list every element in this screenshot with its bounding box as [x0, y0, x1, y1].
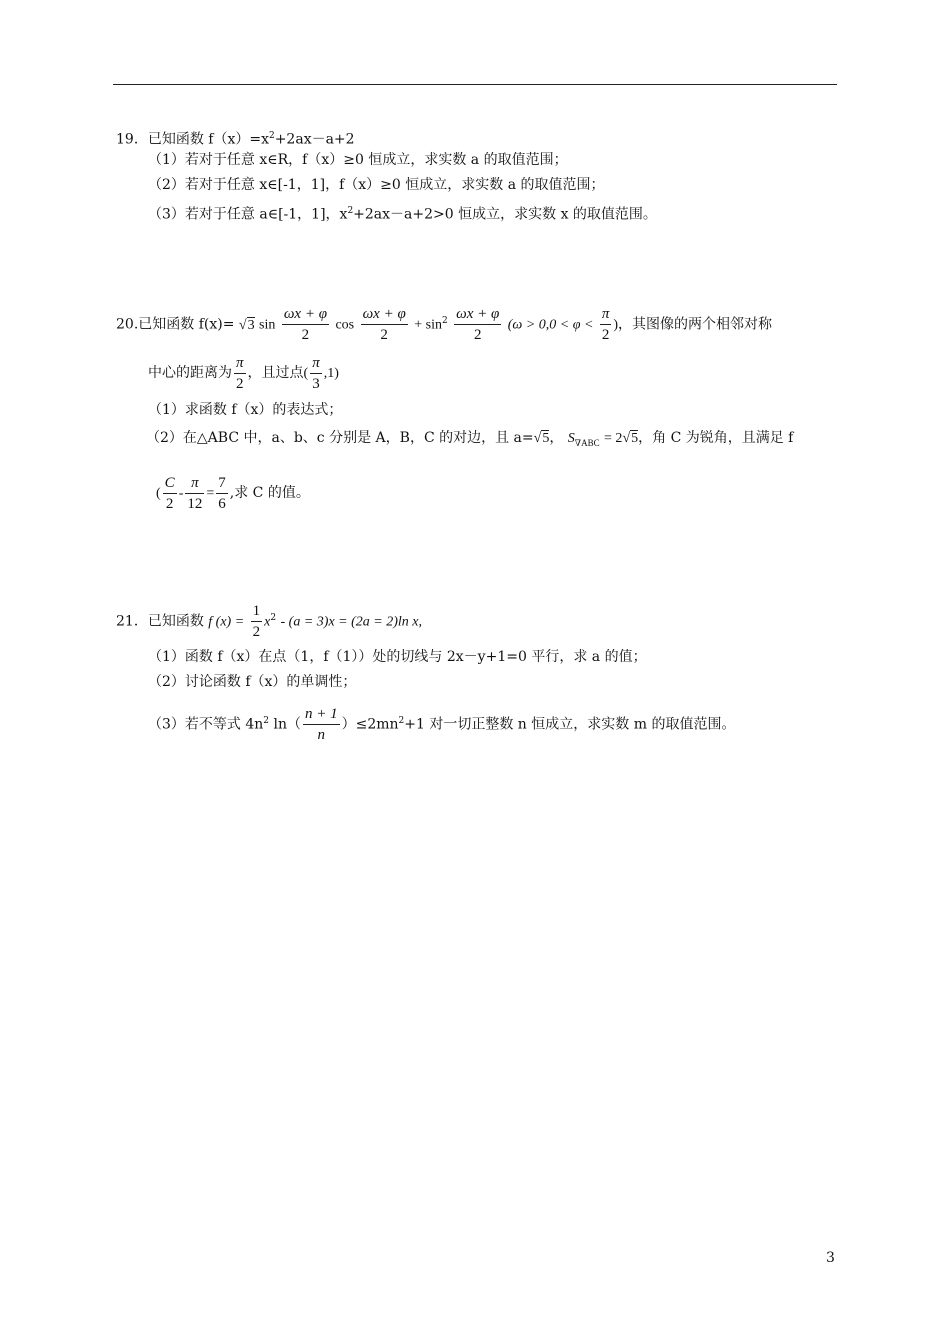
q19-stem — [116, 126, 355, 150]
q21-part3-c: ）≤2mn — [341, 716, 399, 733]
q20-frac-pi12: $\frac{\pi}{12}$ — [187, 474, 203, 512]
q19-stem-prefix: 19．已知函数 f（x）=x — [116, 131, 269, 148]
q20-frac-c2: $\frac{C}{2}$ — [164, 474, 175, 512]
q19-part3-sup: 2 — [347, 206, 354, 216]
q19-part2: （2）若对于任意 x∈[-1，1]，f（x）≥0 恒成立，求实数 a 的取值范围； — [148, 177, 605, 193]
q20-part2-c: ，角 C 为锐角，且满足 f — [638, 430, 794, 446]
q20-area-symbol: S — [567, 431, 575, 446]
q20-stem — [116, 300, 772, 347]
header-rule — [113, 84, 837, 85]
q21-part3 — [148, 700, 735, 746]
q21-frac-n: $\frac{n + 1}{n}$ — [304, 706, 338, 744]
q20-area-eq: = 2 — [604, 431, 623, 446]
q19-stem-suffix: +2ax－a+2 — [274, 131, 355, 148]
q21-fx: f (x) = — [208, 614, 245, 630]
q20-line3 — [156, 472, 310, 515]
q20-point-close: ,1) — [323, 366, 339, 381]
q20-part1: （1）求函数 f（x）的表达式； — [148, 402, 343, 418]
q20-p3-open: ( — [156, 486, 161, 501]
q21-part3-d: +1 对一切正整数 n 恒成立，求实数 m 的取值范围。 — [404, 716, 736, 733]
q20-area-sub: ∇ABC — [574, 437, 600, 448]
q19-part1: （1）若对于任意 x∈R，f（x）≥0 恒成立，求实数 a 的取值范围； — [148, 152, 568, 168]
q20-minus: - — [178, 486, 184, 501]
q20-plus-sin: + sin — [414, 317, 442, 333]
q20-prefix: 20.已知函数 f(x)= — [116, 316, 235, 333]
q21-rest: - (a = 3)x = (2a = 2)ln x, — [280, 614, 422, 630]
q20-cond-a: (ω > 0,0 < φ < — [507, 317, 594, 333]
q20-frac-3: $\frac{\omega x + \varphi}{2}$ — [456, 306, 500, 344]
q20-part2-b: ， — [549, 430, 564, 446]
q20-cos: cos — [335, 317, 355, 333]
q20-sqrt5b: √5 — [622, 431, 639, 446]
q19-part3-suffix: +2ax－a+2>0 恒成立，求实数 x 的取值范围。 — [353, 206, 657, 223]
q20-tail: ，其图像的两个相邻对称 — [618, 316, 773, 333]
q21-part2: （2）讨论函数 f（x）的单调性； — [148, 674, 357, 690]
q20-cond-b: ) — [613, 317, 619, 333]
q20-frac-pi3: $\frac{\pi}{3}$ — [312, 354, 320, 392]
q20-sqrt3: √3 — [238, 317, 255, 333]
q20-frac-pi2: $\frac{\pi}{2}$ — [601, 306, 610, 344]
q21-part3-sup: 2 — [263, 716, 270, 726]
q20-eq: = — [206, 486, 215, 501]
q21-frac-half: $\frac{1}{2}$ — [252, 603, 261, 641]
q19-stem-sup: 2 — [268, 131, 275, 141]
q20-sqrt5: √5 — [533, 431, 550, 446]
q20-sq: 2 — [441, 316, 448, 326]
q21-stem — [116, 597, 422, 644]
q19-part3 — [148, 201, 657, 225]
q21-part3-sup2: 2 — [398, 716, 405, 726]
q20-part2 — [146, 428, 793, 453]
q21-part3-a: （3）若不等式 4n — [148, 716, 264, 733]
q20-point-open: ( — [303, 366, 309, 381]
q20-frac-1: $\frac{\omega x + \varphi}{2}$ — [283, 306, 328, 344]
q19-part3-prefix: （3）若对于任意 a∈[-1，1]，x — [148, 206, 348, 223]
q20-frac-76: $\frac{7}{6}$ — [218, 474, 226, 512]
q20-line2-b: ，且过点 — [247, 365, 304, 381]
q20-sin: sin — [259, 317, 276, 333]
q20-p3-tail: ,求 C 的值。 — [229, 485, 310, 501]
q20-line2 — [148, 352, 339, 395]
q21-x-sup: 2 — [270, 613, 277, 623]
q21-prefix: 21．已知函数 — [116, 613, 204, 630]
q21-part3-b: ln（ — [269, 716, 301, 733]
q21-part1: （1）函数 f（x）在点（1，f（1））处的切线与 2x－y+1=0 平行，求 a 的值； — [148, 649, 647, 665]
q20-frac-2: $\frac{\omega x + \varphi}{2}$ — [362, 306, 406, 344]
page-number: 3 — [826, 1250, 835, 1266]
q21-x: x — [264, 614, 271, 630]
q20-frac-pi2b: $\frac{\pi}{2}$ — [236, 354, 244, 392]
q20-part2-a: （2）在△ABC 中，a、b、c 分别是 A，B，C 的对边，且 a= — [146, 430, 534, 446]
q20-line2-a: 中心的距离为 — [148, 365, 232, 381]
